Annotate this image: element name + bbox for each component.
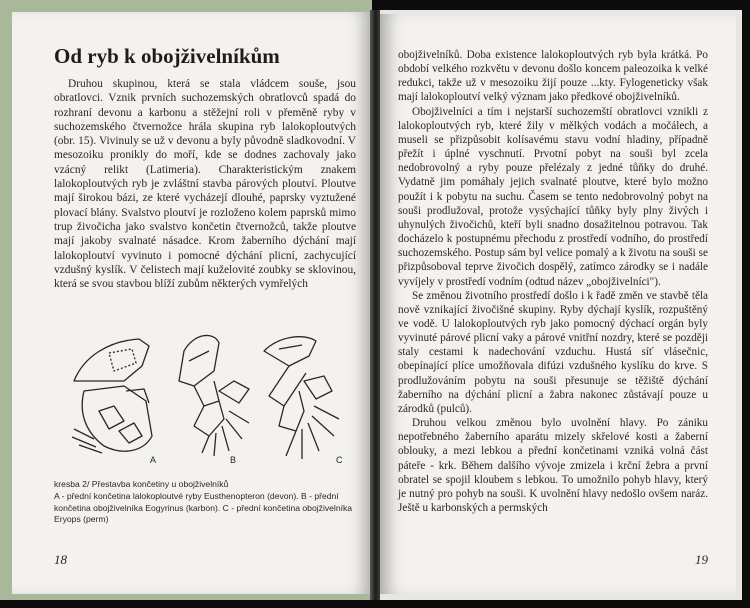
figure-label-b: B [230, 455, 237, 466]
limb-drawing-c [264, 337, 339, 459]
right-paragraph-2: Obojživelníci a tím i nejstarší suchozemští obratlovci vznikli z lalokoploutvých ryb, které žily v mělkých vodách a močálech, a museli se přizpůsobit kolísavému stavu vodní hladiny, případně přežít i úplné vyschnutí. Prvotní pobyt na souši byl zcela nedobrovolný a ryby pouze přelézaly z jedné tůňky do druhé. Vydatně jim pomáhaly jejich svalnaté ploutve, které bylo možno použít i k pobytu na suchu. Časem se tento nedobrovolný pobyt na souši prodlužoval, protože vysýchající tůňky byly plny živých i uhynulých živočichů, kteří byli snadno dosažitelnou potravou. Tak docházelo k postupnému přechodu z prostředí vodního, do prostředí suchozemského. Postup sám byl velice pomalý a k životu na souši se přizpůsoboval teprve živočich dospělý, zatímco zárodky se i nadále vyvíjely v prostředí vodním (odtud název „obojživelníci"). [398, 105, 708, 288]
caption-title: kresba 2/ Přestavba končetiny u obojživelníků [54, 479, 229, 490]
left-paragraph: Druhou skupinou, která se stala vládcem souše, jsou obratlovci. Vznik prvních suchozemských obratlovců spadá do rozhraní devonu a karbonu a stěžejní roli v přeměně ryby v suchozemského čtvernožce hrála skupina ryb lalokoploutvých (obr. 15). Vivinuly se už v devonu a byly původně sladkovodní. V mesozoiku pronikly do moří, kde se dodnes zachovaly jako vzácný relikt (Latimeria). Charakteristickým znakem lalokoploutvých ryb je zvláštní stavba párových ploutví. Ploutve mají širokou bázi, ze které vycházejí dlouhé, paprsky vyztužené plovací blány. Svalstvo ploutví je rozloženo kolem paprsků mimo trup živočicha jako svalstvo končetin čtvernožců, takže ploutve mají jakoby svalnaté násadce. Krom žaberního dýchání mají lalokoploutví vyvinuto i pomocné dýchání plicní, zachycující vzdušný kyslík. V čelistech mají kuželovité zoubky se sklovinou, která se svou stavbou blíží zubům některých vymřelých [54, 78, 356, 291]
page-number-right: 19 [695, 552, 708, 567]
limb-drawing-b [179, 336, 249, 457]
book-spine-gutter [370, 10, 380, 600]
chapter-heading: Od ryb k obojživelníkům [54, 44, 280, 68]
right-paragraph-4: Druhou velkou změnou bylo uvolnění hlavy. Po zániku nepotřebného žaberního aparátu mizely skřelové kosti a žaberní oblouky, a mezi lebkou a přední končetinami vzniká volná část páteře - krk. Během dalšího vývoje zmizela i krční žebra a první obratel se spojil kloubem s lebkou. To umožnilo pohyb hlavy, který je nutný pro pohyb na souši. K uvolnění hlavy nedošlo ovšem naráz. Ještě u karbonských a permských [398, 417, 708, 514]
left-page [12, 12, 370, 594]
figure-label-c: C [336, 455, 343, 466]
figure-caption [54, 479, 356, 525]
right-paragraph-1: obojživelníků. Doba existence lalokoploutvých ryb byla krátká. Po období velkého rozkvětu v devonu došlo koncem paleozoika k velké redukci, takže už v mesozoiku žijí pouze ...kty. Fylogeneticky však mají lalokoploutví velký význam jako předkové obojživelníků. [398, 49, 708, 104]
page-number-left: 18 [54, 552, 67, 567]
fin-drawing-a [72, 339, 152, 453]
limb-evolution-figure [54, 311, 354, 471]
right-paragraph-3: Se změnou životního prostředí došlo i k řadě změn ve stavbě těla nově vznikající živočišné skupiny. Ryby dýchají kyslík, rozpuštěný ve vodě. U lalokoploutvých ryb jako pomocný dýchací orgán byly vyvinuté párové plicní vaky a párové vnitřní nozdry, které se později staly cestami k nadechování vzduchu. Hustá síť vlásečnic, obepínající plíce umožňovala difúzi vzdušného kyslíku do krve. S prodlužováním pobytu na souši přesunuje se těžiště dýchání žaberního na dýchání plicní a žabra nakonec zůstávají pouze u zárodků (pulců). [398, 289, 708, 415]
right-page [380, 14, 736, 594]
figure-label-a: A [150, 455, 157, 466]
limb-drawings [54, 311, 354, 471]
caption-text: A - přední končetina lalokoploutvé ryby Eusthenopteron (devon). B - přední končetina obojživelníka Eogyrinus (karbon). C - přední končetina obojživelníka Eryops (perm) [54, 491, 353, 525]
